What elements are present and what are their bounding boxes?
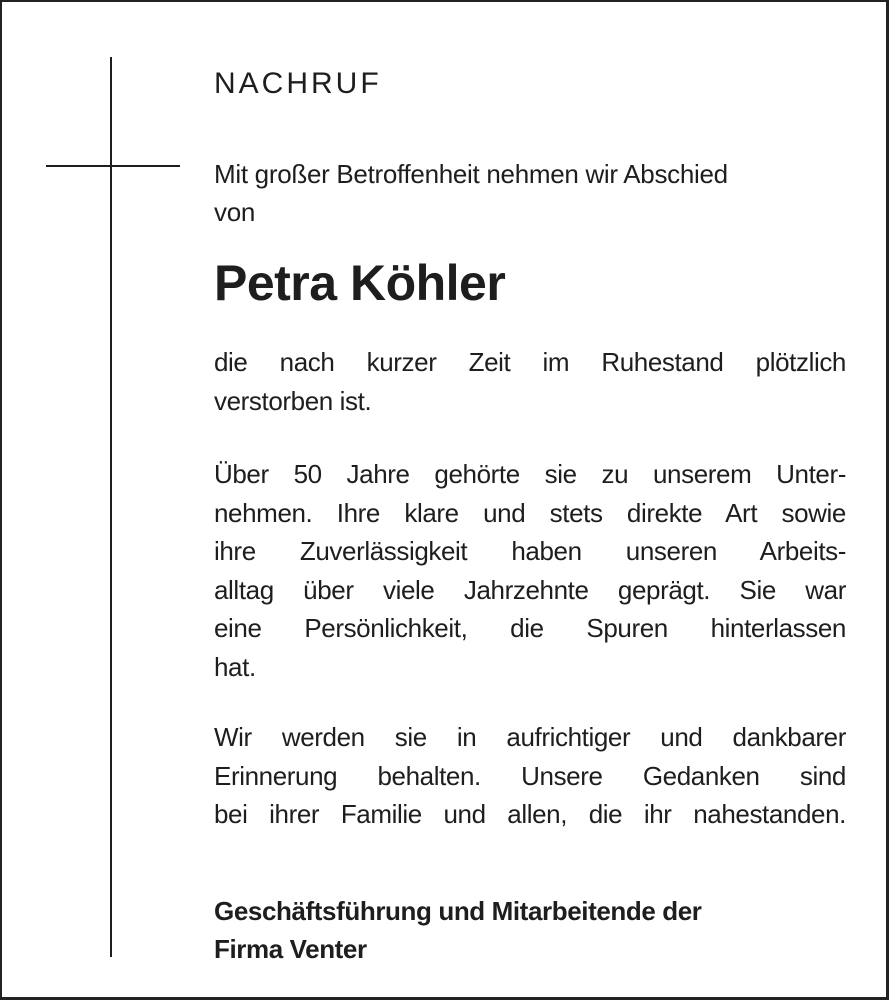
paragraph-1 <box>214 343 846 420</box>
paragraph-line: eine Persönlichkeit, die Spuren hinterlassen <box>214 613 846 643</box>
signature <box>214 892 846 968</box>
paragraph-3 <box>214 718 846 834</box>
paragraph-line: Über 50 Jahre gehörte sie zu unserem Unter- <box>214 459 846 489</box>
cross-icon-vertical-bar <box>110 57 112 957</box>
intro-line: Mit großer Betroffenheit nehmen wir Abschied <box>214 159 728 189</box>
obituary-title: NACHRUF <box>214 67 382 100</box>
paragraph-line: Wir werden sie in aufrichtiger und dankbarer <box>214 722 846 752</box>
signature-line: Geschäftsführung und Mitarbeitende der <box>214 896 702 926</box>
paragraph-line: hat. <box>214 651 256 682</box>
signature-line: Firma Venter <box>214 934 367 964</box>
paragraph-line: nehmen. Ihre klare und stets direkte Art sowie <box>214 497 846 528</box>
cross-icon-horizontal-bar <box>46 165 180 167</box>
paragraph-line: alltag über viele Jahrzehnte geprägt. Sie war <box>214 574 846 605</box>
paragraph-line: verstorben ist. <box>214 385 372 416</box>
deceased-name: Petra Köhler <box>214 255 506 311</box>
paragraph-line: die nach kurzer Zeit im Ruhestand plötzlich <box>214 347 846 377</box>
intro-line: von <box>214 197 256 227</box>
paragraph-line: bei ihrer Familie und allen, die ihr nahestanden. <box>214 799 846 829</box>
paragraph-line: Erinnerung behalten. Unsere Gedanken sind <box>214 760 846 791</box>
paragraph-2 <box>214 455 846 686</box>
paragraph-line: ihre Zuverlässigkeit haben unseren Arbeits- <box>214 536 846 566</box>
intro-text <box>214 155 846 231</box>
